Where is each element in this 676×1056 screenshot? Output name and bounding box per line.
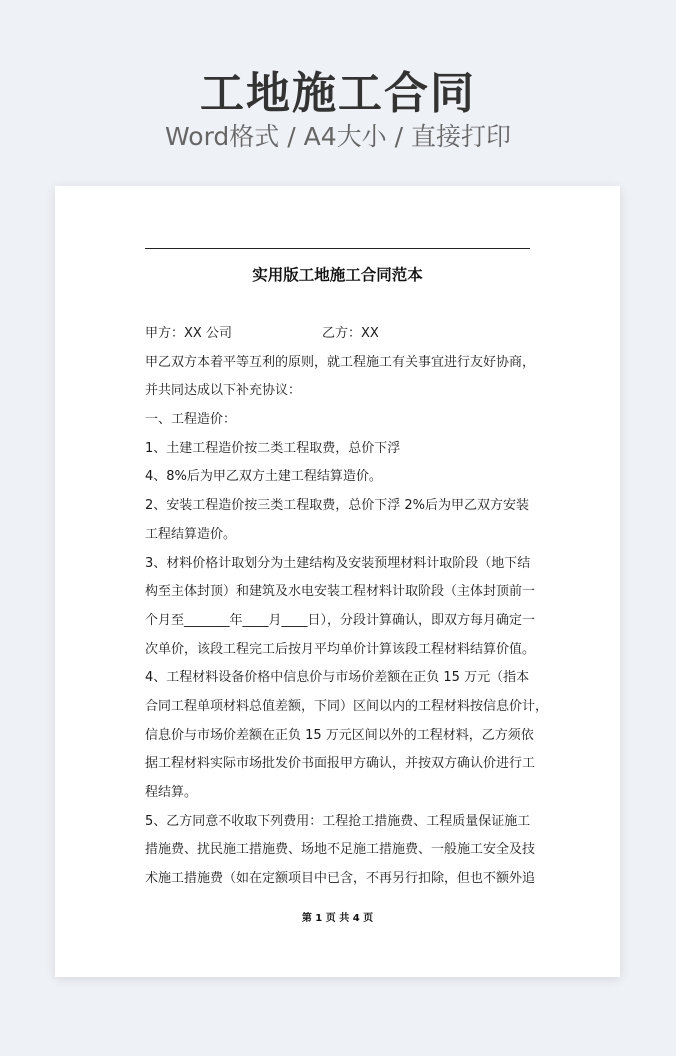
body-line: 合同工程单项材料总值差额，下同）区间以内的工程材料按信息价计， [145, 698, 549, 714]
parties-line [145, 320, 535, 349]
document-page [55, 186, 620, 977]
body-line: 术施工措施费（如在定额项目中已含，不再另行扣除，但也不额外追 [145, 871, 536, 887]
body-line: 程结算。 [145, 785, 198, 800]
body-line: 个月至_______年____月____日），分段计算确认，即双方每月确定一 [145, 612, 536, 628]
body-line: 2、安装工程造价按三类工程取费，总价下浮 2%后为甲乙双方安装 [145, 498, 530, 514]
party-b: 乙方：XX [322, 326, 379, 341]
header-rule [145, 248, 530, 249]
body-line: 1、土建工程造价按二类工程取费，总价下浮 [145, 440, 401, 456]
body-line: 4、8%后为甲乙双方土建工程结算造价。 [145, 469, 382, 485]
document-title: 实用版工地施工合同范本 [252, 266, 423, 284]
body-line: 构至主体封顶）和建筑及水电安装工程材料计取阶段（主体封顶前一 [145, 584, 536, 600]
body-line: 5、乙方同意不收取下列费用：工程抢工措施费、工程质量保证施工 [145, 813, 531, 829]
body-line: 信息价与市场价差额在正负 15 万元区间以外的工程材料，乙方须依 [145, 727, 534, 743]
body-line: 并共同达成以下补充协议： [145, 383, 302, 399]
page-number: 第 1 页 共 4 页 [301, 913, 374, 924]
body-line: 3、材料价格计取划分为土建结构及安装预埋材料计取阶段（地下结 [145, 555, 531, 571]
banner-title: 工地施工合同 [200, 68, 476, 119]
body-line: 措施费、扰民施工措施费、场地不足施工措施费、一般施工安全及技 [145, 842, 536, 858]
banner-subtitle: Word格式 / A4大小 / 直接打印 [165, 122, 511, 151]
body-line: 甲乙双方本着平等互利的原则，就工程施工有关事宜进行友好协商， [145, 354, 536, 370]
document-body [145, 320, 549, 894]
party-a: 甲方：XX 公司 [145, 326, 232, 341]
body-line: 4、工程材料设备价格中信息价与市场价差额在正负 15 万元（指本 [145, 670, 530, 686]
body-line: 据工程材料实际市场批发价书面报甲方确认，并按双方确认价进行工 [145, 756, 536, 772]
section-heading: 一、工程造价： [145, 412, 237, 428]
body-line: 工程结算造价。 [145, 526, 237, 542]
body-line: 次单价，该段工程完工后按月平均单价计算该段工程材料结算价值。 [145, 641, 536, 657]
